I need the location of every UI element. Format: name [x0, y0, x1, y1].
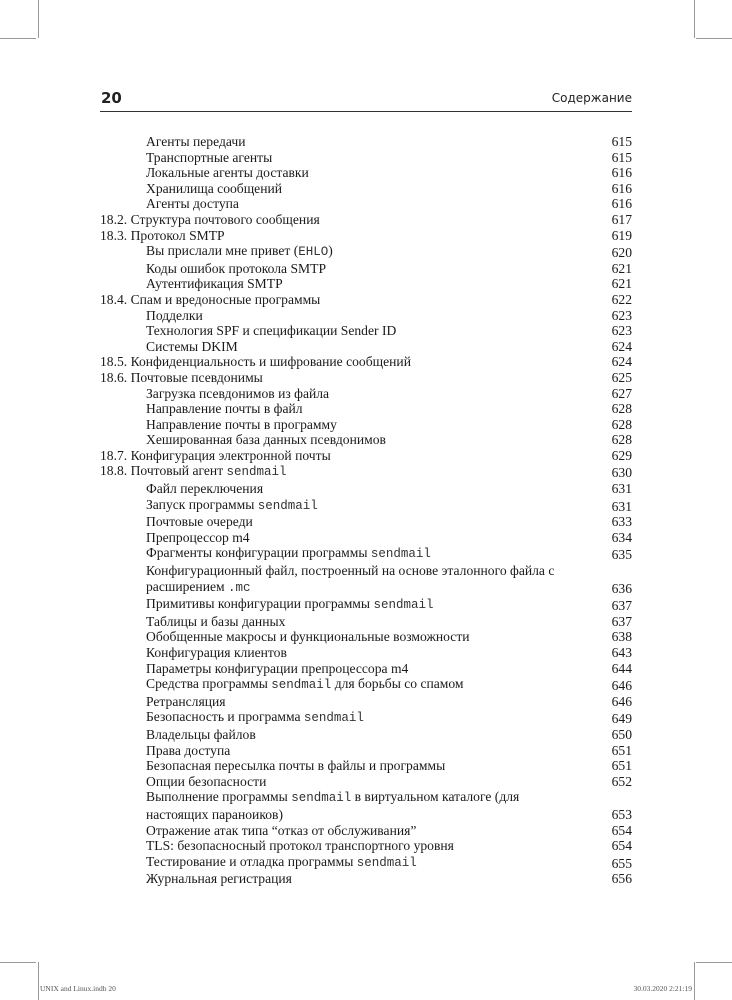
toc-entry-text-fragment: Фрагменты конфигурации программы [146, 545, 371, 561]
toc-entry-title [146, 196, 592, 212]
toc-entry-page-number: 637 [611, 613, 632, 629]
toc-entry-title [146, 181, 592, 197]
toc-entry-page-number: 644 [611, 660, 632, 676]
toc-subsection-entry [100, 758, 632, 774]
toc-entry-title [146, 401, 592, 417]
toc-entry-title [146, 497, 592, 515]
toc-subsection-entry [100, 838, 632, 854]
toc-entry-text-fragment: для борьбы со спамом [331, 676, 464, 692]
toc-entry-title [146, 563, 592, 596]
toc-entry-page-number: 628 [611, 416, 632, 432]
toc-entry-title [146, 323, 592, 339]
toc-entry-title [146, 339, 592, 355]
toc-entry-title [146, 165, 592, 181]
toc-entry-title [146, 481, 592, 497]
toc-entry-text-fragment: Вы прислали мне привет ( [146, 243, 299, 259]
toc-entry-text-fragment: Обобщенные макросы и функциональные возможности [146, 629, 470, 645]
toc-entry-page-number: 616 [611, 165, 632, 181]
toc-entry-code-fragment: .mc [228, 580, 251, 595]
toc-entry-title [146, 276, 592, 292]
toc-entry-text-fragment: Препроцессор m4 [146, 529, 250, 545]
toc-entry-text-fragment: Безопасность и программа [146, 709, 304, 725]
toc-entry-page-number: 630 [611, 465, 632, 481]
toc-entry-page-number: 623 [611, 323, 632, 339]
toc-subsection-entry [100, 596, 632, 614]
toc-entry-title [146, 871, 592, 887]
toc-entry-page-number: 617 [611, 211, 632, 227]
toc-subsection-entry [100, 530, 632, 546]
toc-entry-page-number: 638 [611, 629, 632, 645]
toc-entry-title [100, 212, 592, 228]
toc-entry-text-fragment: 18.5. Конфиденциальность и шифрование сообщений [100, 354, 411, 370]
crop-mark-left-top [0, 38, 36, 39]
toc-entry-title [146, 854, 592, 872]
page-number: 20 [101, 89, 122, 107]
crop-mark-right-bottom [696, 962, 732, 963]
toc-entry-code-fragment: sendmail [303, 711, 364, 726]
toc-entry-text-fragment: 18.3. Протокол SMTP [100, 227, 225, 243]
toc-entry-title [100, 292, 592, 308]
footer-file-info: UNIX and Linux.indb 20 [40, 984, 116, 993]
toc-entry-page-number: 649 [611, 711, 632, 727]
toc-subsection-entry [100, 514, 632, 530]
toc-subsection-entry [100, 134, 632, 150]
toc-entry-page-number: 624 [611, 338, 632, 354]
toc-entry-title [146, 614, 592, 630]
crop-mark-top-left [38, 0, 39, 38]
toc-entry-text-fragment: Аутентификация SMTP [146, 276, 283, 292]
toc-entry-text-fragment: 18.6. Почтовые псевдонимы [100, 369, 263, 385]
toc-entry-text-fragment: Журнальная регистрация [146, 871, 292, 887]
toc-section-entry [100, 212, 632, 228]
toc-entry-page-number: 651 [611, 742, 632, 758]
toc-subsection-entry [100, 243, 632, 261]
toc-section-entry [100, 292, 632, 308]
toc-entry-text-fragment: Хранилища сообщений [146, 180, 283, 196]
toc-subsection-entry [100, 323, 632, 339]
toc-entry-text-fragment: Хешированная база данных псевдонимов [146, 432, 386, 448]
toc-entry-page-number: 625 [611, 369, 632, 385]
toc-entry-text-fragment: Безопасная пересылка почты в файлы и программы [146, 758, 446, 774]
toc-section-entry [100, 463, 632, 481]
toc-subsection-entry [100, 661, 632, 677]
toc-entry-title [100, 463, 592, 481]
toc-entry-code-fragment: sendmail [257, 498, 318, 513]
toc-subsection-entry [100, 694, 632, 710]
toc-entry-title [146, 645, 592, 661]
toc-entry-text-fragment: 18.4. Спам и вредоносные программы [100, 291, 321, 307]
toc-subsection-entry [100, 854, 632, 872]
toc-entry-text-fragment: в виртуальном каталоге (для настоящих параноиков) [146, 789, 520, 822]
toc-entry-page-number: 655 [611, 855, 632, 871]
toc-entry-page-number: 620 [611, 245, 632, 261]
toc-subsection-entry [100, 481, 632, 497]
toc-subsection-entry [100, 614, 632, 630]
toc-entry-title [146, 261, 592, 277]
toc-subsection-entry [100, 401, 632, 417]
toc-subsection-entry [100, 823, 632, 839]
toc-entry-text-fragment: Коды ошибок протокола SMTP [146, 260, 327, 276]
toc-entry-text-fragment: 18.8. Почтовый агент [100, 463, 227, 479]
toc-entry-page-number: 615 [611, 149, 632, 165]
toc-entry-text-fragment: Примитивы конфигурации программы [146, 596, 374, 612]
toc-entry-page-number: 654 [611, 838, 632, 854]
toc-entry-text-fragment: Средства программы [146, 676, 272, 692]
toc-entry-page-number: 627 [611, 385, 632, 401]
toc-subsection-entry [100, 417, 632, 433]
toc-entry-page-number: 623 [611, 307, 632, 323]
toc-entry-text-fragment: ) [328, 243, 333, 259]
toc-entry-title [146, 661, 592, 677]
toc-subsection-entry [100, 165, 632, 181]
toc-subsection-entry [100, 150, 632, 166]
toc-entry-title [146, 694, 592, 710]
toc-entry-title [146, 789, 592, 822]
toc-entry-title [146, 629, 592, 645]
toc-entry-text-fragment: Таблицы и базы данных [146, 613, 286, 629]
toc-entry-page-number: 633 [611, 514, 632, 530]
toc-entry-page-number: 615 [611, 134, 632, 149]
table-of-contents [100, 134, 632, 887]
toc-entry-text-fragment: Файл переключения [146, 481, 264, 497]
toc-entry-page-number: 650 [611, 726, 632, 742]
toc-entry-text-fragment: Владельцы файлов [146, 726, 256, 742]
toc-entry-page-number: 631 [611, 498, 632, 514]
toc-entry-title [146, 758, 592, 774]
toc-entry-page-number: 652 [611, 773, 632, 789]
toc-entry-page-number: 628 [611, 401, 632, 417]
toc-entry-page-number: 619 [611, 227, 632, 243]
toc-subsection-entry [100, 196, 632, 212]
toc-subsection-entry [100, 308, 632, 324]
crop-mark-right-top [696, 38, 732, 39]
toc-subsection-entry [100, 432, 632, 448]
toc-entry-title [146, 514, 592, 530]
toc-entry-page-number: 634 [611, 529, 632, 545]
toc-subsection-entry [100, 645, 632, 661]
crop-mark-bottom-right [694, 962, 695, 1000]
header-rule [100, 111, 632, 112]
toc-subsection-entry [100, 727, 632, 743]
toc-subsection-entry [100, 386, 632, 402]
toc-entry-title [146, 417, 592, 433]
toc-subsection-entry [100, 676, 632, 694]
toc-entry-title [146, 743, 592, 759]
toc-entry-title [146, 545, 592, 563]
footer-timestamp: 30.03.2020 2:21:19 [633, 984, 692, 993]
toc-entry-page-number: 651 [611, 758, 632, 774]
toc-subsection-entry [100, 743, 632, 759]
crop-mark-top-right [694, 0, 695, 38]
toc-entry-text-fragment: Тестирование и отладка программы [146, 853, 357, 869]
toc-entry-title [146, 530, 592, 546]
toc-entry-title [146, 709, 592, 727]
toc-entry-page-number: 643 [611, 645, 632, 660]
toc-entry-title [146, 308, 592, 324]
crop-mark-bottom-left [38, 962, 39, 1000]
toc-entry-text-fragment: Транспортные агенты [146, 149, 273, 165]
toc-entry-text-fragment: Подделки [146, 307, 203, 323]
toc-subsection-entry [100, 181, 632, 197]
toc-subsection-entry [100, 871, 632, 887]
toc-entry-title [146, 432, 592, 448]
toc-entry-title [146, 386, 592, 402]
toc-entry-text-fragment: Агенты доступа [146, 196, 239, 212]
toc-entry-page-number: 628 [611, 432, 632, 448]
toc-entry-code-fragment: sendmail [271, 678, 332, 693]
toc-entry-text-fragment: Конфигурация клиентов [146, 645, 287, 660]
toc-entry-code-fragment: sendmail [356, 855, 417, 870]
toc-section-entry [100, 228, 632, 244]
toc-entry-title [146, 727, 592, 743]
toc-entry-text-fragment: Направление почты в программу [146, 416, 337, 432]
toc-entry-text-fragment: Системы DKIM [146, 338, 238, 354]
toc-entry-text-fragment: Ретрансляция [146, 693, 226, 709]
toc-entry-page-number: 622 [611, 291, 632, 307]
toc-entry-page-number: 624 [611, 354, 632, 370]
toc-entry-page-number: 656 [611, 871, 632, 887]
toc-section-entry [100, 448, 632, 464]
toc-entry-code-fragment: sendmail [291, 791, 352, 806]
toc-entry-text-fragment: Загрузка псевдонимов из файла [146, 385, 330, 401]
toc-subsection-entry [100, 774, 632, 790]
toc-entry-page-number: 635 [611, 547, 632, 563]
toc-section-entry [100, 370, 632, 386]
toc-entry-text-fragment: Выполнение программы [146, 789, 292, 805]
toc-entry-page-number: 646 [611, 693, 632, 709]
toc-entry-text-fragment: Отражение атак типа “отказ от обслуживания” [146, 822, 417, 838]
running-head: Содержание [551, 91, 632, 105]
toc-entry-text-fragment: Агенты передачи [146, 134, 246, 149]
toc-entry-page-number: 616 [611, 180, 632, 196]
toc-subsection-entry [100, 261, 632, 277]
toc-entry-title [146, 243, 592, 261]
toc-entry-title [146, 774, 592, 790]
toc-entry-code-fragment: sendmail [370, 547, 431, 562]
toc-subsection-entry [100, 339, 632, 355]
toc-entry-title [146, 676, 592, 694]
toc-subsection-entry [100, 789, 632, 822]
toc-entry-text-fragment: Права доступа [146, 742, 231, 758]
toc-entry-title [100, 354, 592, 370]
toc-entry-code-fragment: sendmail [226, 465, 287, 480]
toc-entry-code-fragment: EHLO [298, 245, 329, 260]
toc-section-entry [100, 354, 632, 370]
toc-entry-title [146, 823, 592, 839]
toc-subsection-entry [100, 497, 632, 515]
toc-entry-text-fragment: Параметры конфигурации препроцессора m4 [146, 660, 409, 676]
toc-subsection-entry [100, 276, 632, 292]
toc-subsection-entry [100, 563, 632, 596]
toc-entry-page-number: 653 [611, 806, 632, 822]
toc-entry-page-number: 646 [611, 678, 632, 694]
toc-entry-page-number: 637 [611, 598, 632, 614]
toc-entry-text-fragment: Локальные агенты доставки [146, 165, 309, 181]
toc-entry-title [146, 838, 592, 854]
toc-subsection-entry [100, 709, 632, 727]
toc-entry-text-fragment: Конфигурационный файл, построенный на основе эталонного файла с расширением [146, 563, 555, 594]
crop-mark-left-bottom [0, 962, 36, 963]
toc-entry-text-fragment: 18.2. Структура почтового сообщения [100, 211, 320, 227]
toc-entry-title [146, 150, 592, 166]
toc-entry-page-number: 654 [611, 822, 632, 838]
toc-entry-text-fragment: Технология SPF и спецификации Sender ID [146, 323, 397, 339]
toc-entry-title [146, 596, 592, 614]
toc-entry-page-number: 629 [611, 447, 632, 463]
toc-subsection-entry [100, 629, 632, 645]
toc-entry-page-number: 631 [611, 481, 632, 497]
toc-entry-text-fragment: TLS: безопасносный протокол транспортного уровня [146, 838, 454, 854]
toc-entry-title [100, 228, 592, 244]
toc-entry-page-number: 636 [611, 580, 632, 596]
toc-entry-title [146, 134, 592, 150]
toc-subsection-entry [100, 545, 632, 563]
toc-entry-title [100, 448, 592, 464]
toc-entry-text-fragment: Опции безопасности [146, 773, 267, 789]
toc-entry-text-fragment: Почтовые очереди [146, 514, 253, 530]
toc-entry-text-fragment: Направление почты в файл [146, 401, 303, 417]
toc-entry-page-number: 616 [611, 196, 632, 212]
toc-entry-page-number: 621 [611, 260, 632, 276]
toc-entry-page-number: 621 [611, 276, 632, 292]
toc-entry-code-fragment: sendmail [373, 598, 434, 613]
toc-entry-text-fragment: 18.7. Конфигурация электронной почты [100, 447, 331, 463]
toc-entry-text-fragment: Запуск программы [146, 496, 258, 512]
toc-entry-title [100, 370, 592, 386]
